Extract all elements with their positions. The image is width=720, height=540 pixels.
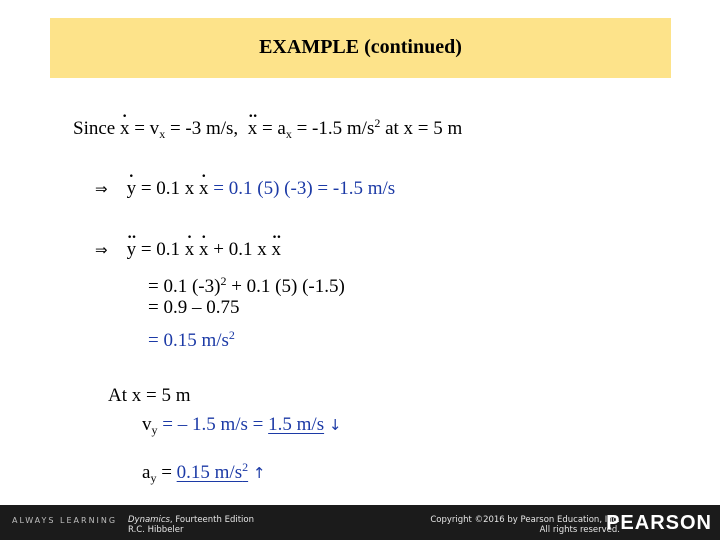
up-arrow-icon: ↑ [252, 464, 266, 482]
implies-icon: ⇒ [95, 180, 108, 198]
vy-result: $v_y$ = – 1.5 m/s = 1.5 m/s ↓ [142, 414, 342, 437]
x-dot: · x [199, 239, 209, 261]
always-learning-tag: ALWAYS LEARNING [12, 516, 118, 525]
down-arrow-icon: ↓ [328, 416, 342, 434]
x-dot: · x [199, 178, 209, 200]
implies-icon: ⇒ [95, 241, 108, 259]
pearson-logo: PEARSON [606, 512, 712, 534]
y-ddot-step-1: = 0.1 $(-3)^2 + 0.1$ (5) (-1.5) [148, 274, 345, 297]
slide-title: EXAMPLE (continued) [259, 36, 462, 58]
title-band [50, 18, 671, 78]
copyright: Copyright ©2016 by Pearson Education, Inc. All rights reserved. [430, 515, 620, 535]
y-dot: · y [127, 178, 137, 200]
position-label: At x = 5 m [108, 385, 191, 406]
book-credit: Dynamics, Fourteenth Edition R.C. Hibbeler [128, 515, 255, 535]
x-dot: · x [120, 118, 130, 140]
footer [0, 505, 720, 540]
y-ddot-step-2: = 0.9 – 0.75 [148, 297, 240, 318]
given-values-line: Since · $x = v_x = -3$ m/s, ·· $x = a_x = -1.5$ $m/s^2$ at x = 5 m [73, 112, 462, 145]
ay-result: $a_y = 0.15$ $m/s^2$ ↑ [142, 460, 266, 485]
y-ddot: ·· y [127, 239, 137, 261]
y-dot-line: ⇒ · y = 0.1 x · x = 0.1 (5) (-3) = -1.5 m/s [95, 178, 395, 200]
y-ddot-line: ⇒ ·· y = 0.1 · x · x + 0.1 x ·· x [95, 239, 281, 261]
x-ddot: ·· x [248, 118, 258, 140]
x-dot: · x [185, 239, 195, 261]
x-ddot: ·· x [272, 239, 282, 261]
y-ddot-result: = 0.15 $m/s^2$ [148, 328, 235, 351]
